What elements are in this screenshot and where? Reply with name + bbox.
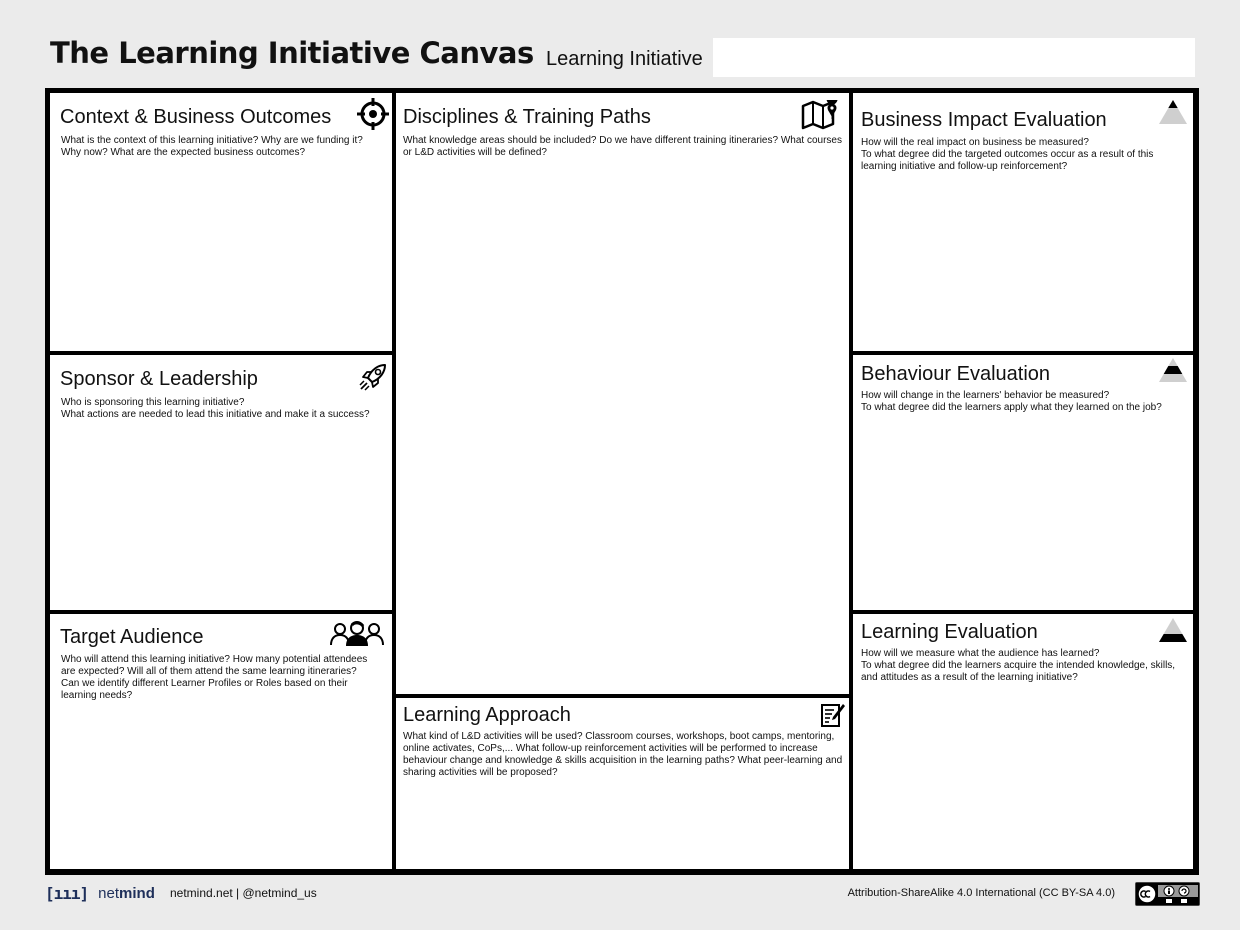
business-impact-section[interactable]	[853, 93, 1193, 351]
learning-approach-title: Learning Approach	[403, 704, 571, 726]
disciplines-section[interactable]	[396, 93, 849, 694]
footer-links[interactable]: netmind.net | @netmind_us	[170, 886, 317, 900]
initiative-name-field[interactable]	[713, 38, 1195, 77]
netmind-logo[interactable]	[45, 884, 155, 903]
learning-approach-description: What kind of L&D activities will be used? Classroom courses, workshops, boot camps, mentoring, online activates, CoPs,... What follow-up reinforcement activities will be performed to increase behaviour change and knowledge & skills acquisition in the learning paths? What peer-learning and sharing activities will be proposed?	[403, 731, 843, 778]
target-audience-title: Target Audience	[60, 626, 204, 648]
pyramid-top-icon	[1158, 99, 1188, 130]
behaviour-section[interactable]	[853, 355, 1193, 610]
sponsor-description: Who is sponsoring this learning initiative? What actions are needed to lead this initiative and make it a success?	[61, 397, 370, 420]
initiative-label: Learning Initiative	[546, 48, 703, 70]
learning-evaluation-title: Learning Evaluation	[861, 621, 1038, 643]
behaviour-title: Behaviour Evaluation	[861, 363, 1051, 385]
target-audience-section[interactable]	[50, 614, 392, 869]
rocket-icon	[358, 362, 388, 397]
context-title: Context & Business Outcomes	[60, 106, 332, 128]
behaviour-description: How will change in the learners' behavior be measured? To what degree did the learners apply what they learned on the job?	[861, 390, 1162, 413]
map-icon	[801, 100, 841, 135]
pyramid-middle-icon	[1158, 357, 1188, 388]
disciplines-title: Disciplines & Training Paths	[403, 106, 651, 128]
business-impact-description: How will the real impact on business be measured? To what degree did the targeted outcomes occur as a result of this learning initiative and follow-up reinforcement?	[861, 137, 1154, 172]
people-icon	[330, 621, 384, 652]
learning-evaluation-section[interactable]	[853, 614, 1193, 869]
license-text: Attribution-ShareAlike 4.0 International (CC BY-SA 4.0)	[847, 887, 1115, 899]
sponsor-section[interactable]	[50, 355, 392, 610]
learning-evaluation-description: How will we measure what the audience has learned? To what degree did the learners acquire the intended knowledge, skills, and attitudes as a result of the learning initiative?	[861, 648, 1176, 683]
learning-approach-section[interactable]	[396, 698, 849, 869]
disciplines-description: What knowledge areas should be included? Do we have different training itineraries? What courses or L&D activities will be defined?	[403, 135, 842, 158]
business-impact-title: Business Impact Evaluation	[861, 109, 1107, 131]
notepad-icon	[820, 702, 846, 733]
cc-by-sa-icon[interactable]	[1135, 882, 1200, 906]
page-title: The Learning Initiative Canvas	[50, 36, 534, 70]
target-icon	[356, 97, 390, 136]
context-section[interactable]	[50, 93, 392, 351]
context-description: What is the context of this learning initiative? Why are we funding it? Why now? What are the expected business outcomes?	[61, 135, 363, 158]
target-audience-description: Who will attend this learning initiative? How many potential attendees are expected? Will all of them attend the same learning itineraries? Can we identify different Learner Profiles or Roles based on their learning needs?	[61, 654, 368, 701]
pyramid-bottom-icon	[1158, 617, 1188, 648]
sponsor-title: Sponsor & Leadership	[60, 368, 258, 390]
logo-mark: [ııı]	[45, 884, 89, 903]
logo-word-mind: mind	[119, 885, 155, 902]
logo-word-net: net	[98, 885, 120, 902]
logo-wordmark	[98, 885, 155, 902]
canvas-grid	[45, 88, 1199, 875]
